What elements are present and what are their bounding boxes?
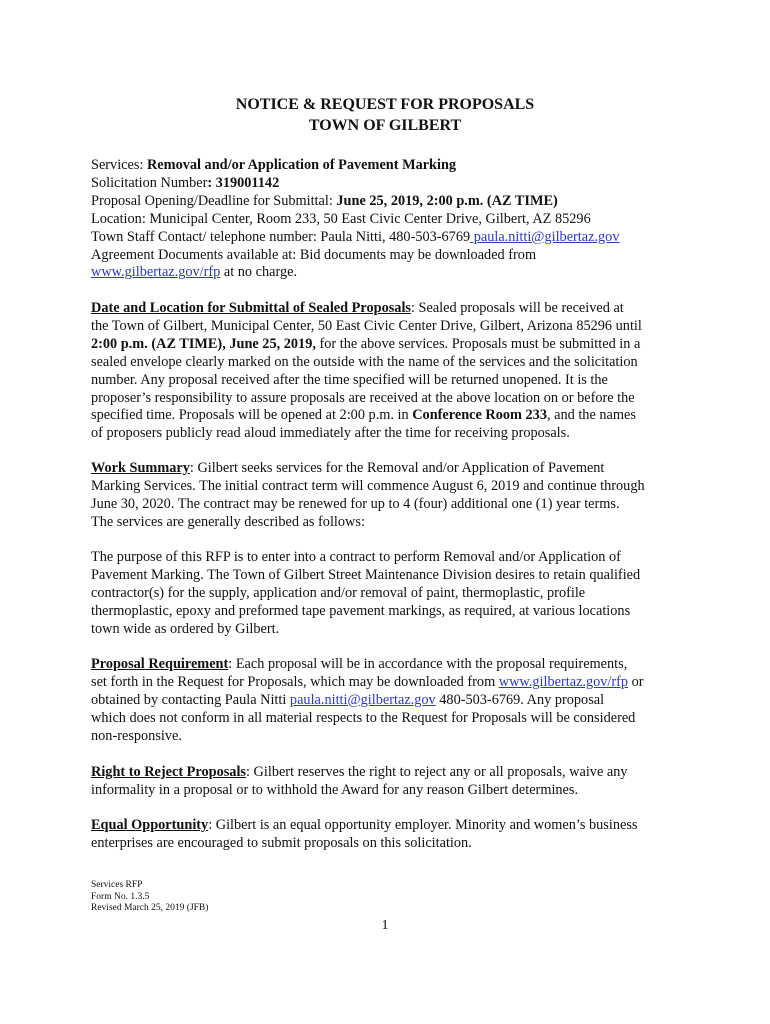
right-to-reject-heading: Right to Reject Proposals xyxy=(91,764,246,780)
form-footer: Services RFP Form No. 1.3.5 Revised March 25, 2019 (JFB) xyxy=(91,880,209,914)
submittal-heading: Date and Location for Submittal of Sealed Proposals xyxy=(91,300,411,316)
agreement-line: Agreement Documents available at: Bid documents may be downloaded from xyxy=(91,246,537,263)
contact-email-link[interactable]: paula.nitti@gilbertaz.gov xyxy=(470,228,620,245)
page-number: 1 xyxy=(381,918,389,933)
equal-opportunity-heading: Equal Opportunity xyxy=(91,817,209,833)
equal-opportunity-section: Equal Opportunity: Gilbert is an equal opportunity employer. Minority and women’s business enterprises are encouraged to submit proposals on this solicitation. xyxy=(91,817,638,851)
location-line: Location: Municipal Center, Room 233, 50 East Civic Center Drive, Gilbert, AZ 85296 xyxy=(91,210,591,227)
rfp-download-link[interactable]: www.gilbertaz.gov/rfp xyxy=(498,673,629,690)
email-link[interactable]: paula.nitti@gilbertaz.gov xyxy=(289,691,436,708)
right-to-reject-section: Right to Reject Proposals: Gilbert reserves the right to reject any or all proposals, waive any informality in a proposal or to withhold the Award for any reason Gilbert determines. xyxy=(91,764,628,798)
rfp-link[interactable]: www.gilbertaz.gov/rfp xyxy=(91,264,221,281)
work-summary-heading: Work Summary xyxy=(91,460,190,476)
proposal-requirement-heading: Proposal Requirement xyxy=(91,656,229,672)
solicitation-line: Solicitation Number: 319001142 xyxy=(91,174,280,191)
info-block xyxy=(91,157,691,282)
submittal-section: Date and Location for Submittal of Sealed Proposals: Sealed proposals will be received at the Town of Gilbert, Municipal Center, 50 East Civic Center Drive, Gilbert, Arizona 85296 until 2:00 p.m. (AZ TIME), June 25, 2019, for the above services. Proposals must be submitted in a sealed envelope clearly marked on the outside with the name of the services and the solicitation number. Any proposal received after the time specified will be returned unopened. It is the proposer’s responsibility to assure proposals are received at the above location on or before the specified time. Proposals will be opened at 2:00 p.m. in Conference Room 233, and the names of proposers publicly read aloud immediately after the time for receiving proposals. xyxy=(91,300,642,442)
agreement-link-line: www.gilbertaz.gov/rfp at no charge. xyxy=(91,264,298,281)
contact-line: Town Staff Contact/ telephone number: Paula Nitti, 480-503-6769 paula.nitti@gilbertaz.gov xyxy=(91,228,620,245)
purpose-section: The purpose of this RFP is to enter into a contract to perform Removal and/or Application of Pavement Marking. The Town of Gilbert Street Maintenance Division desires to retain qualified contractor(s) for the supply, application and/or removal of paint, thermoplastic, profile thermoplastic, epoxy and preformed tape pavement markings, as required, at various locations town wide as ordered by Gilbert. xyxy=(91,549,641,637)
deadline-line: Proposal Opening/Deadline for Submittal: June 25, 2019, 2:00 p.m. (AZ TIME) xyxy=(91,192,558,209)
page-subtitle: TOWN OF GILBERT xyxy=(308,117,462,134)
page-title: NOTICE & REQUEST FOR PROPOSALS xyxy=(235,96,535,113)
proposal-requirement-section: Proposal Requirement: Each proposal will be in accordance with the proposal requirements, set forth in the Request for Proposals, which may be downloaded from www.gilbertaz.gov/rfp or obtained by contacting Paula Nitti paula.nitti@gilbertaz.gov 480-503-6769. Any proposal which does not conform in all material respects to the Request for Proposals will be considered non-responsive. xyxy=(91,656,644,744)
services-line: Services: Removal and/or Application of Pavement Marking xyxy=(91,157,457,173)
work-summary-section: Work Summary: Gilbert seeks services for the Removal and/or Application of Pavement Marking Services. The initial contract term will commence August 6, 2019 and continue through June 30, 2020. The contract may be renewed for up to 4 (four) additional one (1) year terms. The services are generally described as follows: xyxy=(91,460,645,530)
